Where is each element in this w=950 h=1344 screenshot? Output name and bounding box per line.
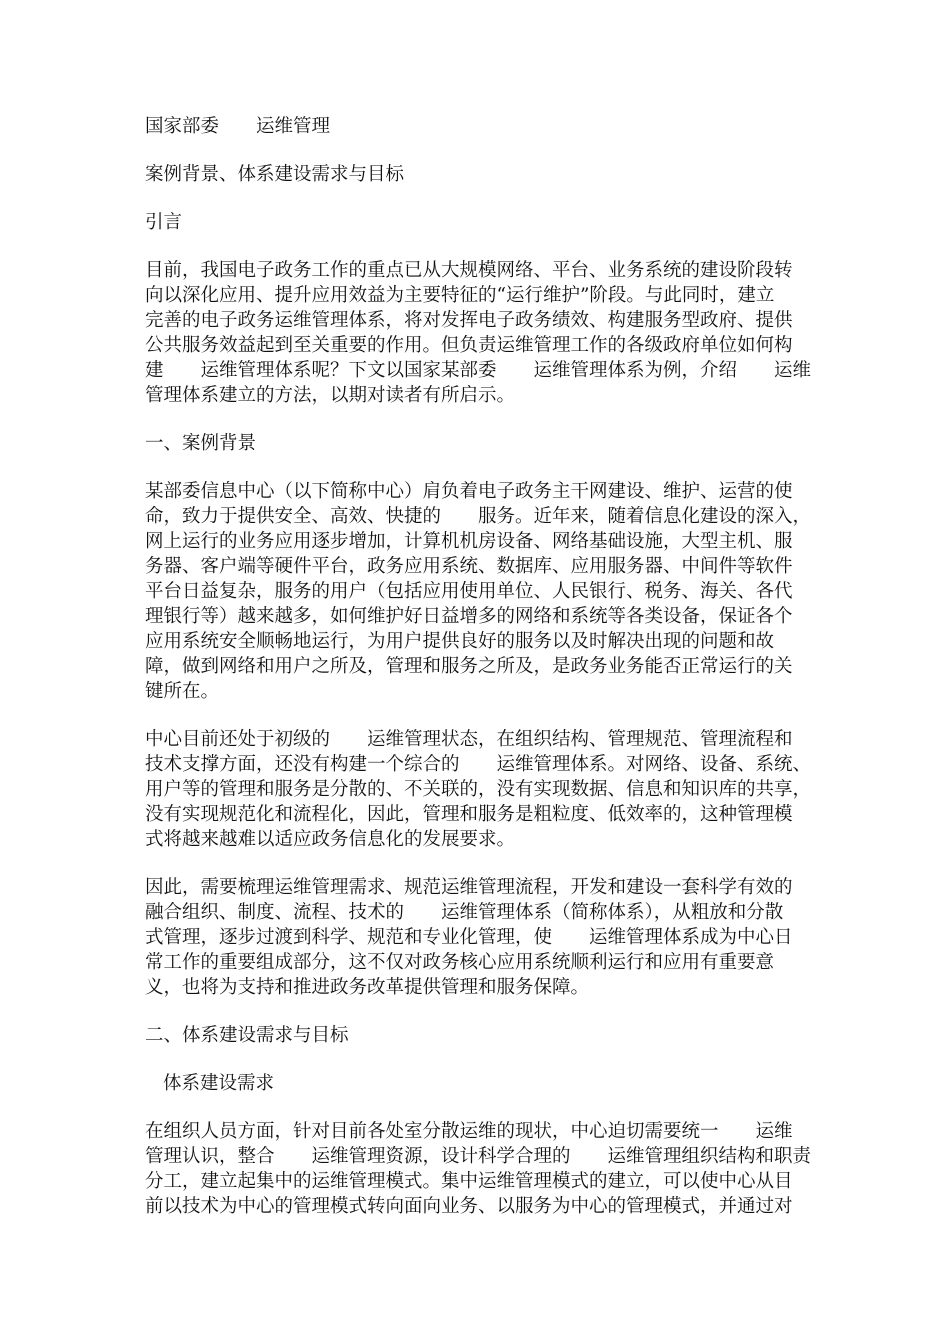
section2-heading: 二、体系建设需求与目标 bbox=[145, 1025, 349, 1046]
text-line: 因此，需要梳理运维管理需求、规范运维管理流程，开发和建设一套科学有效的 bbox=[145, 877, 793, 898]
section1-paragraph-1 bbox=[145, 479, 810, 704]
text-line: 障，做到网络和用户之所及，管理和服务之所及，是政务业务能否正常运行的关 bbox=[145, 656, 793, 677]
text-line: 向以深化应用、提升应用效益为主要特征的“运行维护”阶段。与此同时，建立 bbox=[145, 285, 775, 306]
text-line: 键所在。 bbox=[145, 681, 220, 702]
section1-paragraph-2 bbox=[145, 727, 810, 852]
intro-paragraph bbox=[145, 258, 810, 408]
text-line: 管理体系建立的方法，以期对读者有所启示。 bbox=[145, 385, 516, 406]
text-line: 目前，我国电子政务工作的重点已从大规模网络、平台、业务系统的建设阶段转 bbox=[145, 260, 793, 281]
text-line: 应用系统安全顺畅地运行，为用户提供良好的服务以及时解决出现的问题和故 bbox=[145, 631, 775, 652]
text-line: 分工，建立起集中的运维管理模式。集中运维管理模式的建立，可以使中心从目 bbox=[145, 1171, 793, 1192]
section1-paragraph-3 bbox=[145, 875, 810, 1000]
text-line: 完善的电子政务运维管理体系，将对发挥电子政务绩效、构建服务型政府、提供 bbox=[145, 310, 793, 331]
text-line: 建 运维管理体系呢？下文以国家某部委 运维管理体系为例，介绍 运维 bbox=[145, 360, 812, 381]
text-line: 式将越来越难以适应政务信息化的发展要求。 bbox=[145, 829, 516, 850]
text-line: 义，也将为支持和推进政务改革提供管理和服务保障。 bbox=[145, 977, 590, 998]
text-line: 务器、客户端等硬件平台，政务应用系统、数据库、应用服务器、中间件等软件 bbox=[145, 556, 793, 577]
text-line: 平台日益复杂，服务的用户（包括应用使用单位、人民银行、税务、海关、各代 bbox=[145, 581, 793, 602]
section2-sub-heading: 体系建设需求 bbox=[163, 1073, 275, 1094]
intro-heading: 引言 bbox=[145, 212, 183, 233]
section1-heading: 一、案例背景 bbox=[145, 433, 257, 454]
text-line: 某部委信息中心（以下简称中心）肩负着电子政务主干网建设、维护、运营的使 bbox=[145, 481, 793, 502]
text-line: 理银行等）越来越多，如何维护好日益增多的网络和系统等各类设备，保证各个 bbox=[145, 606, 793, 627]
section2-paragraph-1 bbox=[145, 1119, 810, 1219]
text-line: 融合组织、制度、流程、技术的 运维管理体系（简称体系），从粗放和分散 bbox=[145, 902, 784, 923]
text-line: 式管理，逐步过渡到科学、规范和专业化管理，使 运维管理体系成为中心日 bbox=[145, 927, 793, 948]
text-line: 网上运行的业务应用逐步增加，计算机机房设备、网络基础设施，大型主机、服 bbox=[145, 531, 793, 552]
text-line: 技术支撑方面，还没有构建一个综合的 运维管理体系。对网络、设备、系统、 bbox=[145, 754, 812, 775]
text-line: 在组织人员方面，针对目前各处室分散运维的现状，中心迫切需要统一 运维 bbox=[145, 1121, 793, 1142]
text-line: 前以技术为中心的管理模式转向面向业务、以服务为中心的管理模式，并通过对 bbox=[145, 1196, 793, 1217]
text-line: 用户等的管理和服务是分散的、不关联的，没有实现数据、信息和知识库的共享， bbox=[145, 779, 812, 800]
text-line: 命，致力于提供安全、高效、快捷的 服务。近年来，随着信息化建设的深入， bbox=[145, 506, 812, 527]
text-line: 没有实现规范化和流程化，因此，管理和服务是粗粒度、低效率的，这种管理模 bbox=[145, 804, 793, 825]
document-body bbox=[145, 114, 810, 1242]
text-line: 中心目前还处于初级的 运维管理状态，在组织结构、管理规范、管理流程和 bbox=[145, 729, 793, 750]
text-line: 管理认识，整合 运维管理资源，设计科学合理的 运维管理组织结构和职责 bbox=[145, 1146, 812, 1167]
document-subtitle: 案例背景、体系建设需求与目标 bbox=[145, 164, 405, 185]
text-line: 常工作的重要组成部分，这不仅对政务核心应用系统顺利运行和应用有重要意 bbox=[145, 952, 775, 973]
document-title: 国家部委 运维管理 bbox=[145, 116, 331, 137]
text-line: 公共服务效益起到至关重要的作用。但负责运维管理工作的各级政府单位如何构 bbox=[145, 335, 793, 356]
